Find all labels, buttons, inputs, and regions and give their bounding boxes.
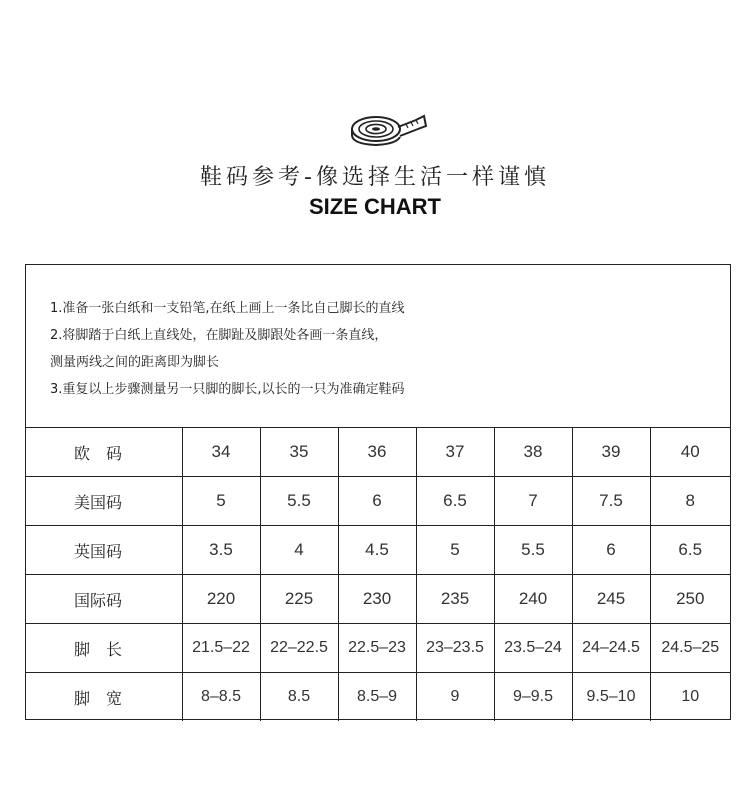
table-cell: 6.5 (650, 526, 730, 575)
table-cell: 5.5 (494, 526, 572, 575)
tape-measure-icon (350, 112, 430, 152)
table-cell: 5 (416, 526, 494, 575)
page-title-english: SIZE CHART (309, 194, 441, 219)
instruction-line: 测量两线之间的距离即为脚长 (50, 355, 220, 370)
size-chart-panel (25, 264, 731, 720)
table-cell: 250 (650, 575, 730, 624)
table-cell: 220 (182, 575, 260, 624)
row-label-eu-size: 欧 码 (26, 428, 182, 477)
row-label-us-size: 美国码 (26, 477, 182, 526)
instruction-line: 1.准备一张白纸和一支铅笔,在纸上画上一条比自己脚长的直线 (50, 301, 405, 316)
table-cell: 22.5–23 (338, 624, 416, 673)
row-label-foot-length: 脚 长 (26, 624, 182, 673)
size-table (26, 427, 730, 721)
table-cell: 24.5–25 (650, 624, 730, 673)
table-cell: 230 (338, 575, 416, 624)
table-cell: 24–24.5 (572, 624, 650, 673)
row-label-uk-size: 英国码 (26, 526, 182, 575)
instruction-line: 3.重复以上步骤测量另一只脚的脚长,以长的一只为准确定鞋码 (50, 382, 405, 397)
table-cell: 8 (650, 477, 730, 526)
table-cell: 6 (572, 526, 650, 575)
table-row (26, 477, 730, 526)
row-label-foot-width: 脚 宽 (26, 673, 182, 722)
table-cell: 8.5–9 (338, 673, 416, 722)
table-cell: 6.5 (416, 477, 494, 526)
table-row (26, 526, 730, 575)
table-row (26, 673, 730, 722)
table-cell: 9 (416, 673, 494, 722)
table-row (26, 428, 730, 477)
table-cell: 23.5–24 (494, 624, 572, 673)
table-cell: 8–8.5 (182, 673, 260, 722)
table-cell: 21.5–22 (182, 624, 260, 673)
table-cell: 235 (416, 575, 494, 624)
table-cell: 225 (260, 575, 338, 624)
table-cell: 36 (338, 428, 416, 477)
instruction-line: 2.将脚踏于白纸上直线处，在脚趾及脚跟处各画一条直线， (50, 328, 388, 343)
table-cell: 34 (182, 428, 260, 477)
table-cell: 7.5 (572, 477, 650, 526)
table-cell: 240 (494, 575, 572, 624)
table-cell: 5 (182, 477, 260, 526)
row-label-international-size: 国际码 (26, 575, 182, 624)
table-cell: 35 (260, 428, 338, 477)
table-cell: 4.5 (338, 526, 416, 575)
table-cell: 37 (416, 428, 494, 477)
table-cell: 7 (494, 477, 572, 526)
page-title-chinese: 鞋码参考-像选择生活一样谨慎 (200, 165, 550, 190)
table-cell: 8.5 (260, 673, 338, 722)
table-cell: 22–22.5 (260, 624, 338, 673)
table-cell: 5.5 (260, 477, 338, 526)
measuring-instructions (26, 265, 730, 427)
table-row (26, 624, 730, 673)
table-cell: 23–23.5 (416, 624, 494, 673)
table-cell: 38 (494, 428, 572, 477)
table-row (26, 575, 730, 624)
table-cell: 3.5 (182, 526, 260, 575)
table-cell: 245 (572, 575, 650, 624)
table-cell: 40 (650, 428, 730, 477)
table-cell: 9.5–10 (572, 673, 650, 722)
table-cell: 6 (338, 477, 416, 526)
table-cell: 4 (260, 526, 338, 575)
table-cell: 10 (650, 673, 730, 722)
table-cell: 9–9.5 (494, 673, 572, 722)
table-cell: 39 (572, 428, 650, 477)
